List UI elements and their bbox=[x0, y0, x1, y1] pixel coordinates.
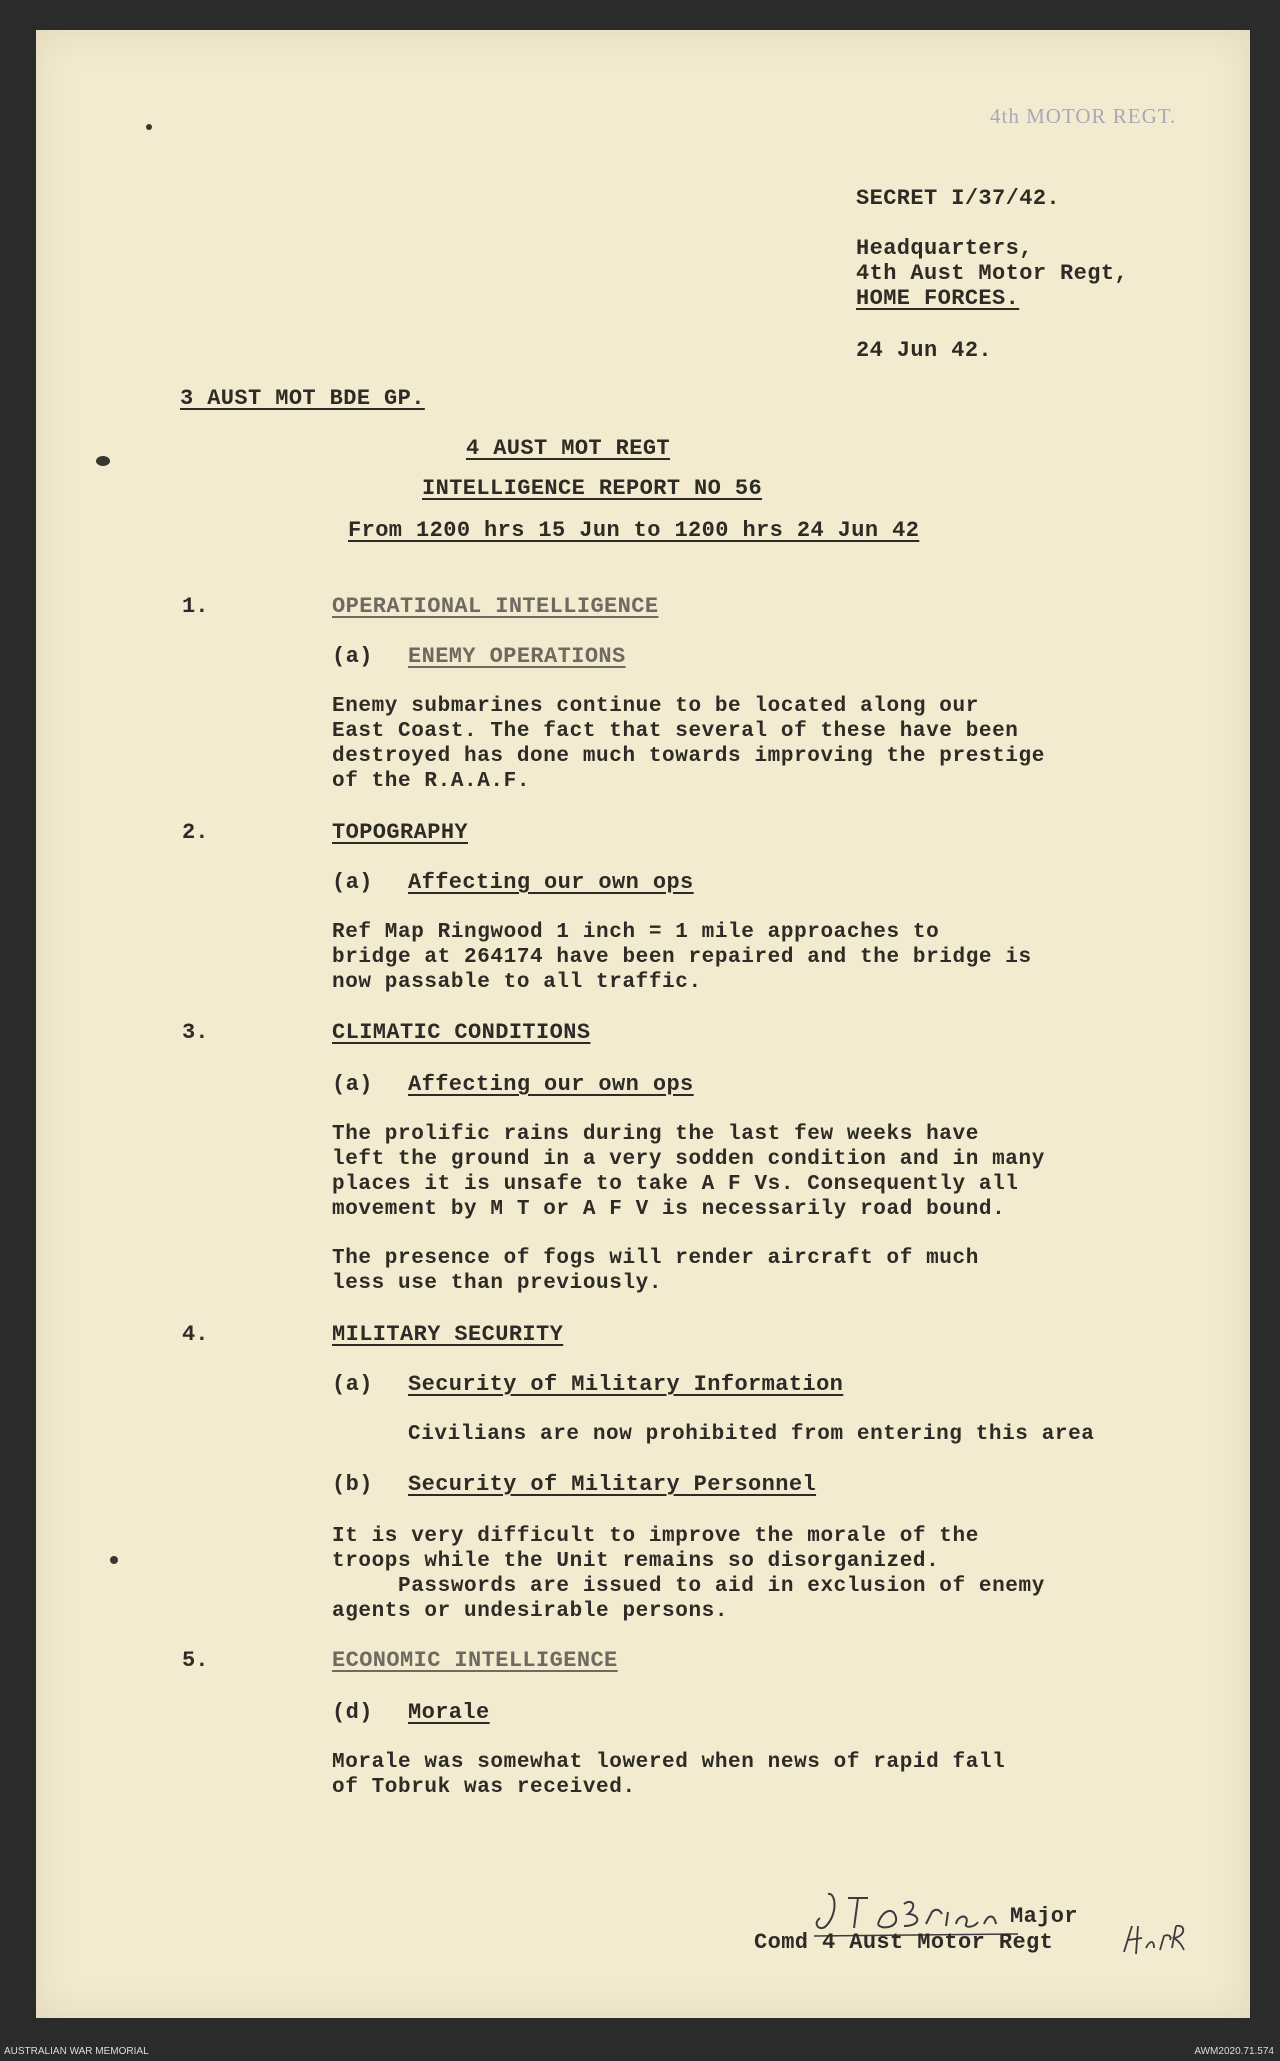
section-3-sub-a: (a) bbox=[332, 1072, 373, 1097]
document-page bbox=[36, 30, 1250, 2018]
report-date: 24 Jun 42. bbox=[856, 338, 993, 363]
hq-line-2: 4th Aust Motor Regt, bbox=[856, 261, 1129, 286]
section-1-sub-a-title: ENEMY OPERATIONS bbox=[408, 644, 626, 669]
title-line-2: INTELLIGENCE REPORT NO 56 bbox=[422, 476, 763, 501]
section-1-sub-a: (a) bbox=[332, 644, 373, 669]
section-2-sub-a: (a) bbox=[332, 870, 373, 895]
section-2-sub-a-title: Affecting our own ops bbox=[408, 870, 694, 895]
punch-hole-top bbox=[146, 124, 152, 130]
punch-hole-middle bbox=[96, 456, 110, 466]
section-4-paragraph-a: Civilians are now prohibited from entering this area bbox=[408, 1423, 1095, 1446]
punch-hole-bottom bbox=[110, 1556, 118, 1564]
handwritten-initials bbox=[1120, 1918, 1186, 1963]
section-4-heading: MILITARY SECURITY bbox=[332, 1322, 564, 1347]
section-4-sub-b-title: Security of Military Personnel bbox=[408, 1472, 817, 1497]
hq-line-3: HOME FORCES. bbox=[856, 286, 1020, 311]
section-2-paragraph: Ref Map Ringwood 1 inch = 1 mile approaches to bridge at 264174 have been repaired and the bridge is now passable to all traffic. bbox=[332, 921, 1032, 994]
section-5-sub-d: (d) bbox=[332, 1700, 373, 1725]
section-2-heading: TOPOGRAPHY bbox=[332, 820, 469, 845]
section-4-number: 4. bbox=[182, 1322, 209, 1347]
section-3-paragraph-2: The presence of fogs will render aircraft of much less use than previously. bbox=[332, 1247, 979, 1295]
section-5-number: 5. bbox=[182, 1648, 209, 1673]
hq-line-1: Headquarters, bbox=[856, 236, 1033, 261]
section-4-sub-a-title: Security of Military Information bbox=[408, 1372, 844, 1397]
section-2-number: 2. bbox=[182, 820, 209, 845]
addressee: 3 AUST MOT BDE GP. bbox=[180, 386, 425, 411]
section-3-heading: CLIMATIC CONDITIONS bbox=[332, 1020, 591, 1045]
section-4-sub-b: (b) bbox=[332, 1472, 373, 1497]
unit-stamp: 4th MOTOR REGT. bbox=[990, 104, 1177, 128]
footer-left: AUSTRALIAN WAR MEMORIAL bbox=[4, 2046, 149, 2057]
section-5-paragraph: Morale was somewhat lowered when news of rapid fall of Tobruk was received. bbox=[332, 1751, 1006, 1799]
section-5-sub-d-title: Morale bbox=[408, 1700, 490, 1725]
section-3-number: 3. bbox=[182, 1020, 209, 1045]
section-5-heading: ECONOMIC INTELLIGENCE bbox=[332, 1648, 618, 1673]
section-1-paragraph: Enemy submarines continue to be located along our East Coast. The fact that several of these have been destroyed has done much towards improving the prestige of the R.A.A.F. bbox=[332, 695, 1045, 793]
section-3-sub-a-title: Affecting our own ops bbox=[408, 1072, 694, 1097]
section-1-heading: OPERATIONAL INTELLIGENCE bbox=[332, 594, 659, 619]
footer-right: AWM2020.71.574 bbox=[1194, 2046, 1274, 2057]
section-4-paragraph-b: It is very difficult to improve the morale of the troops while the Unit remains so disorganized. Passwords are issued to aid in exclusion of enemy agents or undesirable persons. bbox=[332, 1525, 1045, 1623]
title-line-1: 4 AUST MOT REGT bbox=[466, 436, 671, 461]
title-line-3: From 1200 hrs 15 Jun to 1200 hrs 24 Jun 42 bbox=[348, 518, 920, 543]
section-3-paragraph-1: The prolific rains during the last few weeks have left the ground in a very sodden condition and in many places it is unsafe to take A F Vs. Consequently all movement by M T or A F V is necessarily road bound. bbox=[332, 1123, 1045, 1221]
signatory-rank: Major bbox=[1010, 1904, 1079, 1929]
section-4-sub-a: (a) bbox=[332, 1372, 373, 1397]
section-1-number: 1. bbox=[182, 594, 209, 619]
signatory-title: Comd 4 Aust Motor Regt bbox=[754, 1930, 1054, 1955]
reference-number: SECRET I/37/42. bbox=[856, 186, 1061, 211]
